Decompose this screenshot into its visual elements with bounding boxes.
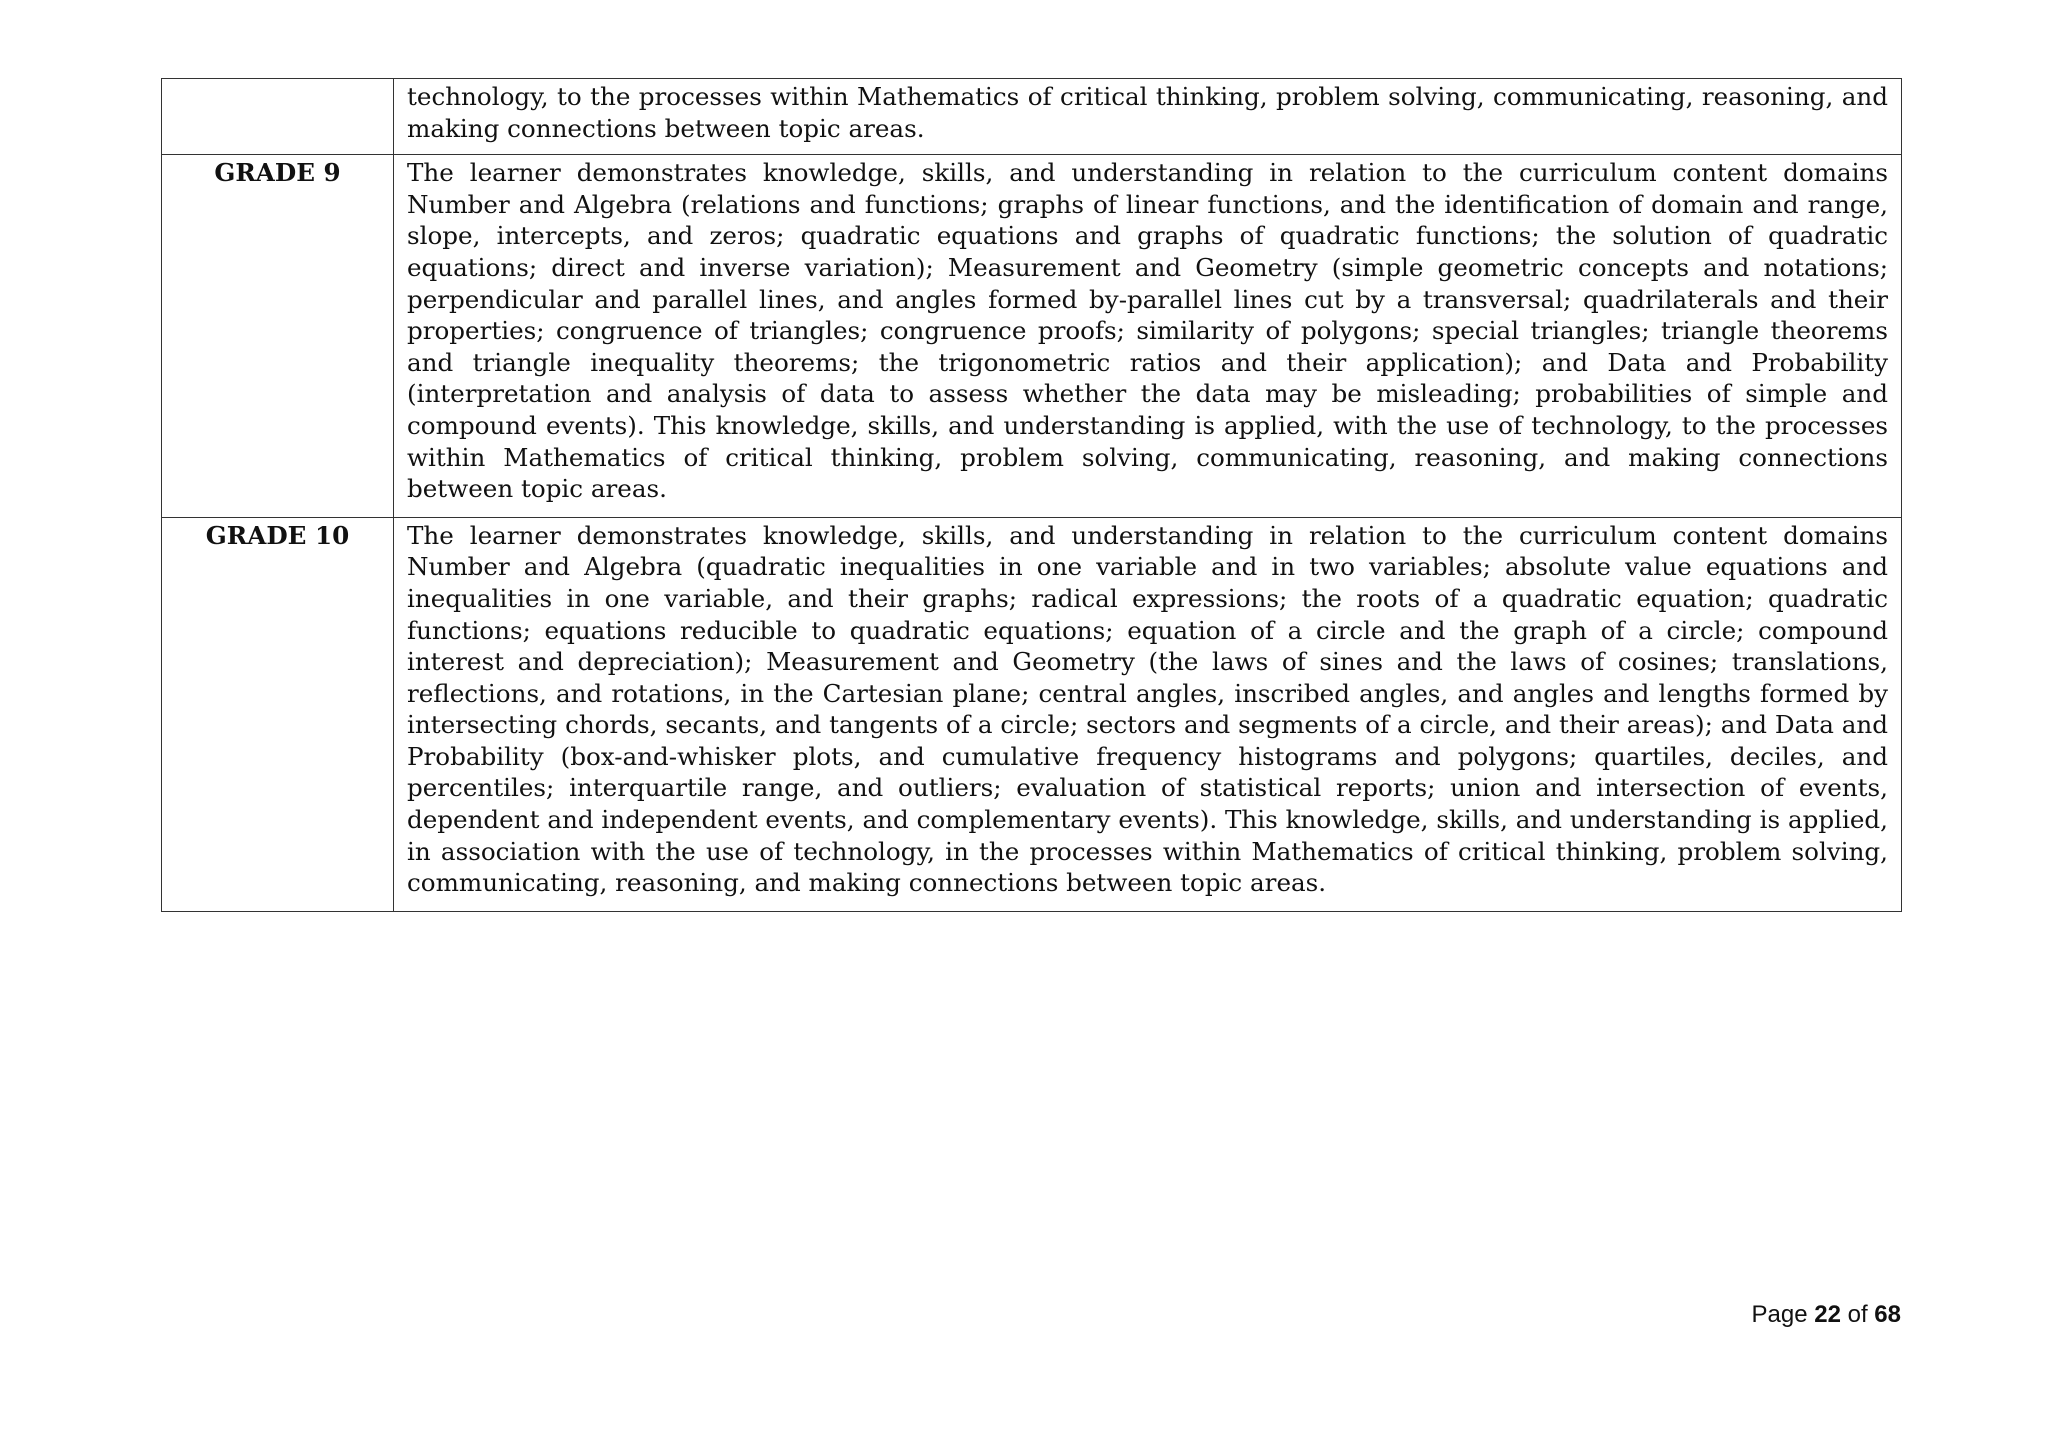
description-cell: The learner demonstrates knowledge, skills, and understanding in relation to the curriculum content domains Number and Algebra (quadratic inequalities in one variable and in two variables; absolute value equations and inequalities in one variable, and their graphs; radical expressions; the roots of a quadratic equation; quadratic functions; equations reducible to quadratic equations; equation of a circle and the graph of a circle; compound interest and depreciation); Measurement and Geometry (the laws of sines and the laws of cosines; translations, reflections, and rotations, in the Cartesian plane; central angles, inscribed angles, and angles and lengths formed by intersecting chords, secants, and tangents of a circle; sectors and segments of a circle, and their areas); and Data and Probability (box-and-whisker plots, and cumulative frequency histograms and polygons; quartiles, deciles, and percentiles; interquartile range, and outliers; evaluation of statistical reports; union and intersection of events, dependent and independent events, and complementary events). This knowledge, skills, and understanding is applied, in association with the use of technology, in the processes within Mathematics of critical thinking, problem solving, communicating, reasoning, and making connections between topic areas. xyxy=(394,517,1902,911)
grade-cell: GRADE 10 xyxy=(162,517,394,911)
current-page-number: 22 xyxy=(1814,1301,1841,1328)
total-pages-number: 68 xyxy=(1874,1301,1901,1328)
description-cell: technology, to the processes within Mathematics of critical thinking, problem solving, communicating, reasoning, and making connections between topic areas. xyxy=(394,79,1902,155)
table-row xyxy=(162,155,1902,518)
table-row xyxy=(162,517,1902,911)
table-row xyxy=(162,79,1902,155)
page-word: Page xyxy=(1751,1301,1808,1328)
of-word: of xyxy=(1847,1301,1868,1328)
description-cell: The learner demonstrates knowledge, skills, and understanding in relation to the curriculum content domains Number and Algebra (relations and functions; graphs of linear functions, and the identification of domain and range, slope, intercepts, and zeros; quadratic equations and graphs of quadratic functions; the solution of quadratic equations; direct and inverse variation); Measurement and Geometry (simple geometric concepts and notations; perpendicular and parallel lines, and angles formed by-parallel lines cut by a transversal; quadrilaterals and their properties; congruence of triangles; congruence proofs; similarity of polygons; special triangles; triangle theorems and triangle inequality theorems; the trigonometric ratios and their application); and Data and Probability (interpretation and analysis of data to assess whether the data may be misleading; probabilities of simple and compound events). This knowledge, skills, and understanding is applied, with the use of technology, to the processes within Mathematics of critical thinking, problem solving, communicating, reasoning, and making connections between topic areas. xyxy=(394,155,1902,518)
page-number-footer xyxy=(1752,1301,1902,1329)
standards-table xyxy=(161,78,1902,912)
grade-cell: GRADE 9 xyxy=(162,155,394,518)
grade-cell xyxy=(162,79,394,155)
